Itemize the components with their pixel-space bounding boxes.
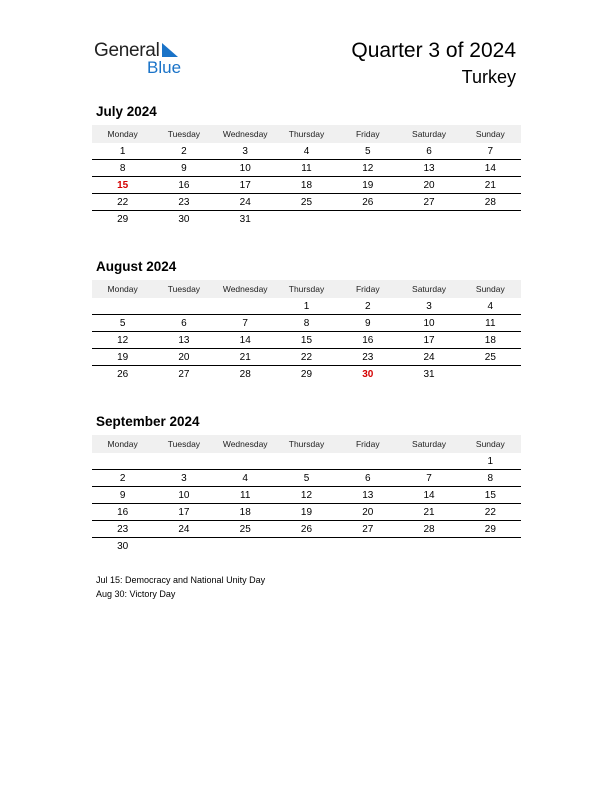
day-cell: 8 xyxy=(119,162,126,174)
day-cell: 5 xyxy=(119,317,126,329)
day-cell: 8 xyxy=(487,472,494,484)
day-cell: 7 xyxy=(487,145,494,157)
day-cell: 4 xyxy=(487,300,494,312)
week-row xyxy=(92,211,521,227)
day-cell: 15 xyxy=(300,334,313,346)
day-cell: 14 xyxy=(239,334,251,346)
day-cell: 26 xyxy=(362,196,374,208)
day-cell: 3 xyxy=(242,145,248,157)
week-row xyxy=(92,194,521,211)
week-row xyxy=(92,332,521,349)
day-cell: 5 xyxy=(303,472,310,484)
week-row xyxy=(92,177,521,194)
day-cell: 28 xyxy=(484,196,496,208)
day-cell: 20 xyxy=(362,506,374,518)
day-cell: 17 xyxy=(178,506,190,518)
month-block-august xyxy=(92,259,521,382)
day-cell: 27 xyxy=(178,368,190,380)
month-title: August 2024 xyxy=(96,259,177,274)
day-cell: 18 xyxy=(239,506,251,518)
weekday-label: Friday xyxy=(355,129,380,139)
day-cell: 24 xyxy=(239,196,251,208)
weekday-label: Tuesday xyxy=(167,439,201,449)
day-cell: 6 xyxy=(426,145,432,157)
day-cell: 7 xyxy=(426,472,432,484)
day-cell: 30 xyxy=(362,368,374,380)
day-cell: 2 xyxy=(119,472,126,484)
day-cell: 28 xyxy=(239,368,251,380)
weekday-label: Monday xyxy=(107,284,138,294)
day-cell: 25 xyxy=(300,196,313,208)
day-cell: 16 xyxy=(178,179,190,191)
logo-flag-icon xyxy=(162,43,178,57)
weekday-label: Sunday xyxy=(475,284,505,294)
day-cell: 28 xyxy=(423,523,435,535)
day-cell: 31 xyxy=(423,368,435,380)
weekday-header-row xyxy=(92,435,521,453)
day-cell: 13 xyxy=(362,489,374,501)
weekday-label: Wednesday xyxy=(222,439,268,449)
weekday-label: Tuesday xyxy=(167,284,201,294)
month-block-september xyxy=(92,414,521,554)
weekday-label: Saturday xyxy=(412,439,447,449)
day-cell: 3 xyxy=(181,472,187,484)
day-cell: 26 xyxy=(117,368,129,380)
day-cell: 8 xyxy=(303,317,310,329)
week-row xyxy=(92,504,521,521)
day-cell: 3 xyxy=(426,300,432,312)
week-row xyxy=(92,366,521,382)
day-cell: 27 xyxy=(362,523,374,535)
day-cell: 1 xyxy=(487,455,494,467)
weekday-label: Tuesday xyxy=(167,129,201,139)
day-cell: 15 xyxy=(117,179,129,191)
day-cell: 10 xyxy=(423,317,435,329)
week-row xyxy=(92,453,521,470)
day-cell: 1 xyxy=(119,145,126,157)
day-cell: 18 xyxy=(484,334,496,346)
day-cell: 15 xyxy=(484,489,496,501)
day-cell: 30 xyxy=(178,213,190,225)
day-cell: 22 xyxy=(117,196,129,208)
day-cell: 21 xyxy=(239,351,251,363)
day-cell: 14 xyxy=(423,489,435,501)
day-cell: 1 xyxy=(303,300,310,312)
day-cell: 21 xyxy=(423,506,435,518)
week-row xyxy=(92,470,521,487)
weekday-label: Saturday xyxy=(412,129,447,139)
day-cell: 22 xyxy=(484,506,496,518)
day-cell: 24 xyxy=(178,523,190,535)
week-row xyxy=(92,521,521,538)
weekday-label: Sunday xyxy=(475,129,505,139)
day-cell: 31 xyxy=(239,213,251,225)
weekday-label: Thursday xyxy=(288,439,325,449)
day-cell: 30 xyxy=(117,540,129,552)
weekday-label: Sunday xyxy=(475,439,505,449)
day-cell: 14 xyxy=(484,162,496,174)
day-cell: 12 xyxy=(300,489,313,501)
week-row xyxy=(92,315,521,332)
day-cell: 2 xyxy=(181,145,187,157)
day-cell: 19 xyxy=(117,351,129,363)
day-cell: 11 xyxy=(301,162,312,174)
day-cell: 29 xyxy=(117,213,129,225)
month-title: September 2024 xyxy=(96,414,200,429)
week-row xyxy=(92,298,521,315)
logo-text-general: General xyxy=(94,40,160,61)
day-cell: 21 xyxy=(484,179,496,191)
day-cell: 19 xyxy=(362,179,374,191)
day-cell: 4 xyxy=(303,145,310,157)
day-cell: 17 xyxy=(239,179,251,191)
day-cell: 20 xyxy=(423,179,435,191)
day-cell: 12 xyxy=(117,334,129,346)
weekday-label: Saturday xyxy=(412,284,447,294)
holiday-note: Jul 15: Democracy and National Unity Day xyxy=(96,575,266,585)
weekday-header-row xyxy=(92,280,521,298)
generalblue-logo xyxy=(94,40,194,80)
weekday-label: Thursday xyxy=(288,129,325,139)
day-cell: 11 xyxy=(240,489,251,501)
country-name: Turkey xyxy=(461,67,516,87)
day-cell: 23 xyxy=(117,523,129,535)
week-row xyxy=(92,538,521,554)
day-cell: 11 xyxy=(485,317,496,329)
day-cell: 16 xyxy=(362,334,374,346)
day-cell: 5 xyxy=(364,145,371,157)
holiday-notes xyxy=(96,573,265,601)
day-cell: 23 xyxy=(362,351,374,363)
day-cell: 19 xyxy=(300,506,313,518)
day-cell: 20 xyxy=(178,351,190,363)
day-cell: 29 xyxy=(484,523,496,535)
week-row xyxy=(92,143,521,160)
logo-text-blue: Blue xyxy=(147,58,182,77)
day-cell: 2 xyxy=(364,300,371,312)
day-cell: 29 xyxy=(300,368,313,380)
weekday-label: Wednesday xyxy=(222,284,268,294)
weekday-label: Wednesday xyxy=(222,129,268,139)
day-cell: 18 xyxy=(300,179,313,191)
holiday-note: Aug 30: Victory Day xyxy=(96,589,176,599)
day-cell: 26 xyxy=(300,523,313,535)
day-cell: 27 xyxy=(423,196,435,208)
week-row xyxy=(92,160,521,177)
week-row xyxy=(92,349,521,366)
weekday-label: Monday xyxy=(107,439,138,449)
weekday-label: Friday xyxy=(355,284,380,294)
day-cell: 9 xyxy=(119,489,126,501)
day-cell: 22 xyxy=(300,351,313,363)
day-cell: 9 xyxy=(181,162,187,174)
weekday-header-row xyxy=(92,125,521,143)
day-cell: 12 xyxy=(362,162,374,174)
day-cell: 6 xyxy=(364,472,371,484)
weekday-label: Thursday xyxy=(288,284,325,294)
day-cell: 23 xyxy=(178,196,190,208)
day-cell: 13 xyxy=(423,162,435,174)
day-cell: 24 xyxy=(423,351,435,363)
month-title: July 2024 xyxy=(96,104,157,119)
day-cell: 7 xyxy=(242,317,248,329)
day-cell: 13 xyxy=(178,334,190,346)
day-cell: 10 xyxy=(239,162,251,174)
day-cell: 17 xyxy=(423,334,435,346)
week-row xyxy=(92,487,521,504)
page-title: Quarter 3 of 2024 xyxy=(351,39,516,62)
day-cell: 9 xyxy=(364,317,371,329)
day-cell: 4 xyxy=(242,472,248,484)
day-cell: 10 xyxy=(178,489,190,501)
day-cell: 16 xyxy=(117,506,129,518)
weekday-label: Friday xyxy=(355,439,380,449)
weekday-label: Monday xyxy=(107,129,138,139)
month-block-july xyxy=(92,104,521,227)
day-cell: 25 xyxy=(484,351,496,363)
day-cell: 25 xyxy=(239,523,251,535)
day-cell: 6 xyxy=(181,317,187,329)
